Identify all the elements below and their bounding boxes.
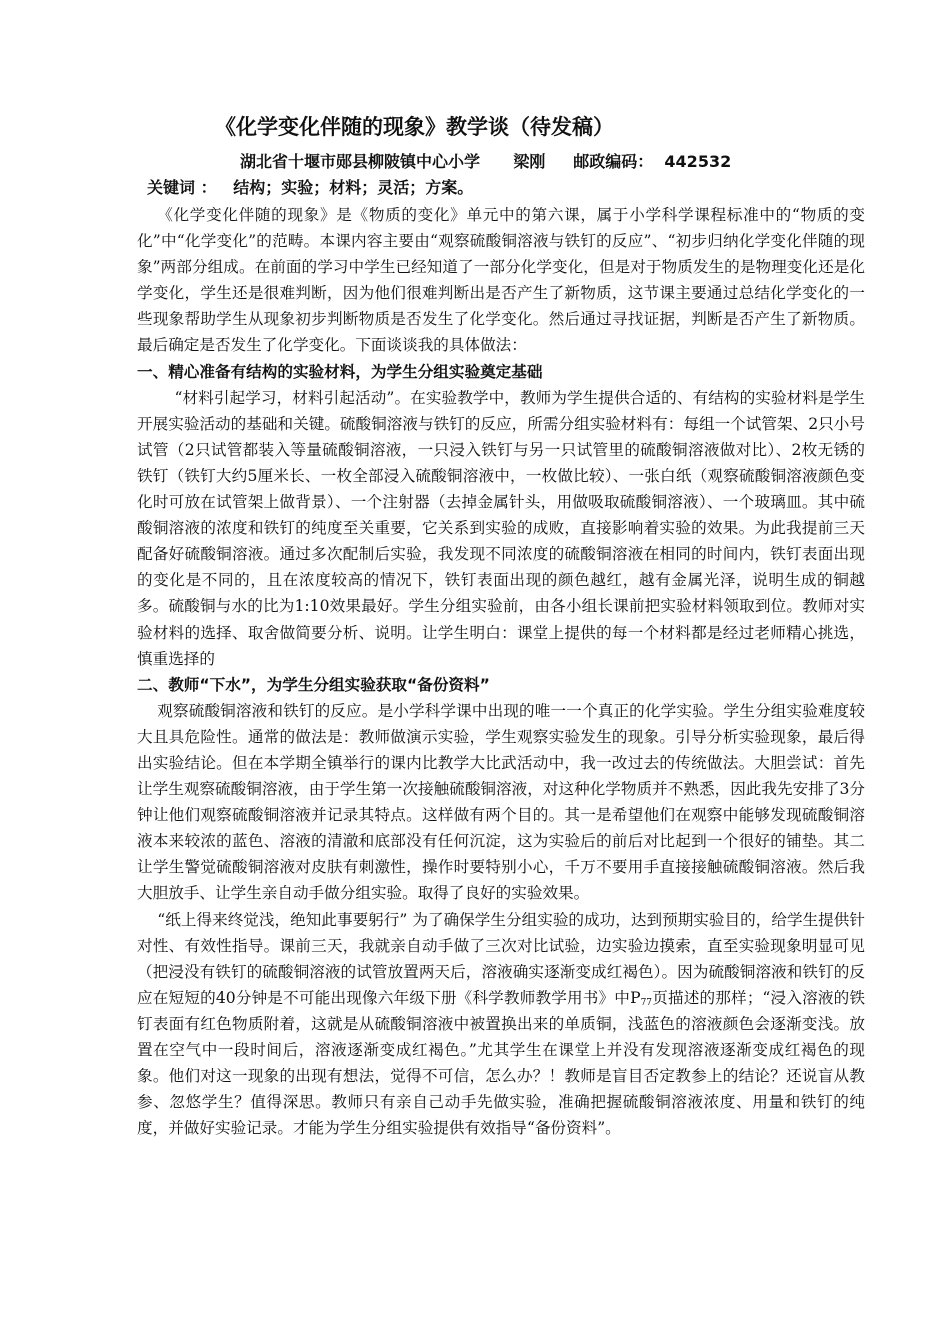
document-title: 《化学变化伴随的现象》教学谈（待发稿） (215, 115, 614, 139)
keywords-line: 关键词 ： 结构；实验；材料；灵活；方案。 (147, 178, 474, 197)
author-line: 湖北省十堰市郧县柳陂镇中心小学 梁刚 邮政编码： 442532 (240, 152, 732, 171)
section-2-heading: 二、教师“下水”，为学生分组实验获取“备份资料” (137, 675, 490, 694)
document-body (137, 202, 865, 1141)
section-2-paragraph-2 (137, 907, 865, 1142)
paragraph-text-part-a: “纸上得来终觉浅，绝知此事要躬行” 为了确保学生分组实验的成功，达到预期实验目的，给学生提供针对性、有效性指导。课前三天，我就亲自动手做了三次对比试验，边实验边摸索，直至实验现象明显可见（把浸没有铁钉的硫酸铜溶液的试管放置两天后，溶液确实逐渐变成红褐色）。因为硫酸铜溶液和铁钉的反应在短短的40分钟是不可能出现像六年级下册《科学教师教学用书》中P (137, 910, 865, 1007)
section-2-paragraph-1: 观察硫酸铜溶液和铁钉的反应。是小学科学课中出现的唯一一个真正的化学实验。学生分组实验难度较大且具危险性。通常的做法是：教师做演示实验，学生观察实验发生的现象。引导分析实验现象，最后得出实验结论。但在本学期全镇举行的课内比教学大比武活动中，我一改过去的传统做法。大胆尝试：首先让学生观察硫酸铜溶液，由于学生第一次接触硫酸铜溶液，对这种化学物质并不熟悉，因此我先安排了3分钟让他们观察硫酸铜溶液并记录其特点。这样做有两个目的。其一是希望他们在观察中能够发现硫酸铜溶液本来较浓的蓝色、溶液的清澈和底部没有任何沉淀，这为实验后的前后对比起到一个很好的铺垫。其二让学生警觉硫酸铜溶液对皮肤有刺激性，操作时要特别小心，千万不要用手直接接触硫酸铜溶液。然后我大胆放手、让学生亲自动手做分组实验。取得了良好的实验效果。 (137, 701, 866, 903)
paragraph-text-part-b: 页描述的那样；“浸入溶液的铁钉表面有红色物质附着，这就是从硫酸铜溶液中被置换出来的单质铜，浅蓝色的溶液颜色会逐渐变浅。放置在空气中一段时间后，溶液逐渐变成红褐色。”尤其学生在课堂上并没有发现溶液逐渐变成红褐色的现象。他们对这一现象的出现有想法，觉得不可信，怎么办？！教师是盲目否定教参上的结论？还说盲从教参、忽悠学生？值得深思。教师只有亲自己动手先做实验，准确把握硫酸铜溶液浓度、用量和铁钉的纯度，并做好实验记录。才能为学生分组实验提供有效指导“备份资料”。 (137, 988, 865, 1138)
page-number-subscript: 77 (640, 997, 653, 1008)
intro-paragraph: 《化学变化伴随的现象》是《物质的变化》单元中的第六课，属于小学科学课程标准中的“物质的变化”中“化学变化”的范畴。本课内容主要由“观察硫酸铜溶液与铁钉的反应”、“初步归纳化学变化伴随的现象”两部分组成。在前面的学习中学生已经知道了一部分化学变化，但是对于物质发生的是物理变化还是化学变化，学生还是很难判断，因为他们很难判断出是否产生了新物质，这节课主要通过总结化学变化的一些现象帮助学生从现象初步判断物质是否发生了化学变化。然后通过寻找证据，判断是否产生了新物质。最后确定是否发生了化学变化。下面谈谈我的具体做法： (137, 206, 865, 355)
section-1-heading: 一、精心准备有结构的实验材料，为学生分组实验奠定基础 (137, 362, 543, 381)
section-1-paragraph: “材料引起学习，材料引起活动”。在实验教学中，教师为学生提供合适的、有结构的实验材料是学生开展实验活动的基础和关键。硫酸铜溶液与铁钉的反应，所需分组实验材料有：每组一个试管架、2只小号试管（2只试管都装入等量硫酸铜溶液，一只浸入铁钉与另一只试管里的硫酸铜溶液做对比）、2枚无锈的铁钉（铁钉大约5厘米长、一枚全部浸入硫酸铜溶液中，一枚做比较）、一张白纸（观察硫酸铜溶液颜色变化时可放在试管架上做背景）、一个注射器（去掉金属针头，用做吸取硫酸铜溶液）、一个玻璃皿。其中硫酸铜溶液的浓度和铁钉的纯度至关重要，它关系到实验的成败，直接影响着实验的效果。为此我提前三天配备好硫酸铜溶液。通过多次配制后实验，我发现不同浓度的硫酸铜溶液在相同的时间内，铁钉表面出现的变化是不同的，且在浓度较高的情况下，铁钉表面出现的颜色越红，越有金属光泽，说明生成的铜越多。硫酸铜与水的比为1:10效果最好。学生分组实验前，由各小组长课前把实验材料领取到位。教师对实验材料的选择、取舍做简要分析、说明。让学生明白：课堂上提供的每一个材料都是经过老师精心挑选，慎重选择的 (137, 388, 865, 668)
